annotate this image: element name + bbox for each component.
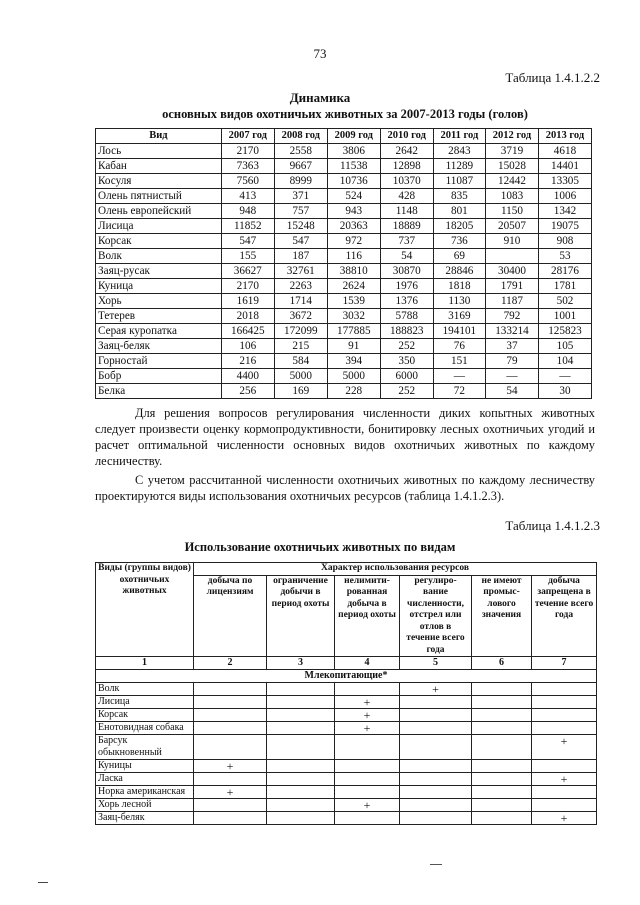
usage-mark — [267, 786, 335, 799]
count-cell: 15248 — [274, 219, 327, 234]
count-cell: 30 — [538, 384, 591, 399]
section-row — [96, 670, 597, 683]
table-row — [96, 799, 597, 812]
count-cell: 948 — [221, 204, 274, 219]
usage-mark — [267, 760, 335, 773]
usage-mark: + — [335, 696, 400, 709]
count-cell: 228 — [327, 384, 380, 399]
count-cell: 252 — [380, 384, 433, 399]
column-number: 5 — [400, 657, 472, 670]
count-cell: 3169 — [433, 309, 485, 324]
section-mammals: Млекопитающие* — [96, 670, 597, 683]
count-cell: 252 — [380, 339, 433, 354]
count-cell: 1376 — [380, 294, 433, 309]
column-number: 1 — [96, 657, 194, 670]
table-row — [96, 683, 597, 696]
count-cell: 54 — [380, 249, 433, 264]
usage-mark — [267, 799, 335, 812]
count-cell: 3719 — [485, 144, 538, 159]
usage-mark — [472, 786, 532, 799]
count-cell: 1006 — [538, 189, 591, 204]
usage-mark — [400, 773, 472, 786]
count-cell: 91 — [327, 339, 380, 354]
table-row — [96, 735, 597, 760]
column-header: 2009 год — [327, 129, 380, 144]
species-name: Енотовидная собака — [96, 722, 194, 735]
count-cell: 801 — [433, 204, 485, 219]
species-name: Лисица — [96, 219, 222, 234]
table-row — [96, 324, 592, 339]
count-cell: 2018 — [221, 309, 274, 324]
scan-mark — [38, 882, 48, 883]
count-cell: 1001 — [538, 309, 591, 324]
count-cell: 7560 — [221, 174, 274, 189]
count-cell: 151 — [433, 354, 485, 369]
column-number: 4 — [335, 657, 400, 670]
usage-mark — [472, 683, 532, 696]
column-header: Вид — [96, 129, 222, 144]
usage-column-header: регулиро-вание численности, отстрел или отлов в течение всего года — [400, 575, 472, 657]
count-cell: — — [485, 369, 538, 384]
count-cell: 547 — [274, 234, 327, 249]
table-row — [96, 812, 597, 825]
table-row — [96, 369, 592, 384]
usage-mark — [267, 722, 335, 735]
table-row — [96, 144, 592, 159]
species-name: Олень европейский — [96, 204, 222, 219]
count-cell: 1791 — [485, 279, 538, 294]
species-name: Волк — [96, 683, 194, 696]
paragraph-1: Для решения вопросов регулирования численности диких копытных животных следует произвести оценку кормопродуктивности, бонитировку лесных охотничьих угодий и расчет оптимальной численности основных видов охотничьих животных по каждому лесничеству. — [95, 406, 595, 468]
usage-mark — [400, 709, 472, 722]
species-name: Заяц-беляк — [96, 339, 222, 354]
usage-mark — [532, 760, 597, 773]
count-cell: 15028 — [485, 159, 538, 174]
count-cell: 8999 — [274, 174, 327, 189]
header-usage-group: Характер использования ресурсов — [194, 563, 597, 576]
usage-mark — [194, 709, 267, 722]
species-name: Кабан — [96, 159, 222, 174]
table-row — [96, 234, 592, 249]
dynamics-table — [95, 128, 592, 399]
count-cell: 3032 — [327, 309, 380, 324]
species-name: Куницы — [96, 760, 194, 773]
count-cell: 104 — [538, 354, 591, 369]
table-row — [96, 279, 592, 294]
usage-mark — [472, 773, 532, 786]
usage-mark — [472, 735, 532, 760]
table-row — [96, 384, 592, 399]
table-row — [96, 354, 592, 369]
species-name: Хорь лесной — [96, 799, 194, 812]
count-cell: 1150 — [485, 204, 538, 219]
count-cell: 188823 — [380, 324, 433, 339]
count-cell: 13305 — [538, 174, 591, 189]
usage-mark — [194, 812, 267, 825]
usage-mark — [472, 799, 532, 812]
count-cell: 20507 — [485, 219, 538, 234]
count-cell: 1083 — [485, 189, 538, 204]
usage-mark — [267, 812, 335, 825]
species-name: Лисица — [96, 696, 194, 709]
column-header: 2012 год — [485, 129, 538, 144]
paragraph-2: С учетом рассчитанной численности охотничьих животных по каждому лесничеству проектируются виды использования охотничьих ресурсов (таблица 1.4.1.2.3). — [95, 473, 595, 503]
count-cell: 37 — [485, 339, 538, 354]
count-cell: 1539 — [327, 294, 380, 309]
species-name: Корсак — [96, 709, 194, 722]
count-cell: 1130 — [433, 294, 485, 309]
usage-mark — [194, 722, 267, 735]
count-cell: 5788 — [380, 309, 433, 324]
usage-mark — [532, 683, 597, 696]
count-cell: 2170 — [221, 144, 274, 159]
column-header: 2010 год — [380, 129, 433, 144]
count-cell: 6000 — [380, 369, 433, 384]
usage-mark — [532, 696, 597, 709]
count-cell: 14401 — [538, 159, 591, 174]
count-cell: 106 — [221, 339, 274, 354]
usage-mark: + — [532, 812, 597, 825]
table-row — [96, 249, 592, 264]
species-name: Косуля — [96, 174, 222, 189]
count-cell: 36627 — [221, 264, 274, 279]
count-cell: 1781 — [538, 279, 591, 294]
count-cell: 5000 — [274, 369, 327, 384]
usage-mark — [400, 812, 472, 825]
count-cell: 12442 — [485, 174, 538, 189]
count-cell: 910 — [485, 234, 538, 249]
usage-mark: + — [194, 786, 267, 799]
usage-header-row — [96, 563, 597, 576]
count-cell: 172099 — [274, 324, 327, 339]
count-cell: 4618 — [538, 144, 591, 159]
count-cell: 54 — [485, 384, 538, 399]
usage-mark — [472, 760, 532, 773]
count-cell: 3806 — [327, 144, 380, 159]
count-cell: 125823 — [538, 324, 591, 339]
usage-mark — [335, 773, 400, 786]
column-number: 3 — [267, 657, 335, 670]
usage-table — [95, 562, 597, 825]
count-cell: — — [538, 369, 591, 384]
table-row — [96, 264, 592, 279]
usage-mark: + — [400, 683, 472, 696]
species-name: Белка — [96, 384, 222, 399]
usage-mark — [472, 812, 532, 825]
usage-mark: + — [532, 735, 597, 760]
count-cell: 757 — [274, 204, 327, 219]
count-cell: 2843 — [433, 144, 485, 159]
table-label-1: Таблица 1.4.1.2.2 — [505, 70, 600, 85]
count-cell: 72 — [433, 384, 485, 399]
count-cell — [485, 249, 538, 264]
usage-mark: + — [335, 722, 400, 735]
table-title-line1: Динамика — [289, 90, 351, 105]
column-number-row — [96, 657, 597, 670]
count-cell: 69 — [433, 249, 485, 264]
species-name: Заяц-беляк — [96, 812, 194, 825]
usage-mark — [400, 722, 472, 735]
count-cell: 7363 — [221, 159, 274, 174]
count-cell: 584 — [274, 354, 327, 369]
count-cell: 18205 — [433, 219, 485, 234]
count-cell: 547 — [221, 234, 274, 249]
count-cell: 1342 — [538, 204, 591, 219]
count-cell: 11852 — [221, 219, 274, 234]
table-row — [96, 709, 597, 722]
count-cell: 972 — [327, 234, 380, 249]
header-species: Виды (группы видов) охотничьих животных — [96, 563, 194, 657]
count-cell: 28846 — [433, 264, 485, 279]
usage-mark — [472, 696, 532, 709]
count-cell: 1619 — [221, 294, 274, 309]
usage-mark — [267, 683, 335, 696]
count-cell: 1818 — [433, 279, 485, 294]
species-name: Серая куропатка — [96, 324, 222, 339]
table-row — [96, 339, 592, 354]
count-cell: 20363 — [327, 219, 380, 234]
table-row — [96, 773, 597, 786]
usage-mark — [472, 709, 532, 722]
usage-mark — [335, 683, 400, 696]
species-name: Корсак — [96, 234, 222, 249]
usage-mark — [267, 709, 335, 722]
column-number: 6 — [472, 657, 532, 670]
count-cell: 105 — [538, 339, 591, 354]
count-cell: 215 — [274, 339, 327, 354]
usage-mark — [335, 786, 400, 799]
usage-mark: + — [335, 799, 400, 812]
column-header: 2011 год — [433, 129, 485, 144]
count-cell: 908 — [538, 234, 591, 249]
count-cell: 943 — [327, 204, 380, 219]
table-row — [96, 760, 597, 773]
table-row — [96, 174, 592, 189]
count-cell: 216 — [221, 354, 274, 369]
count-cell: 9667 — [274, 159, 327, 174]
count-cell: 10370 — [380, 174, 433, 189]
species-name: Бобр — [96, 369, 222, 384]
table-row — [96, 219, 592, 234]
count-cell: 76 — [433, 339, 485, 354]
count-cell: 835 — [433, 189, 485, 204]
count-cell: 11538 — [327, 159, 380, 174]
count-cell: 11289 — [433, 159, 485, 174]
count-cell: 1187 — [485, 294, 538, 309]
species-name: Куница — [96, 279, 222, 294]
count-cell: 394 — [327, 354, 380, 369]
count-cell: 2170 — [221, 279, 274, 294]
count-cell: 177885 — [327, 324, 380, 339]
table-row — [96, 159, 592, 174]
count-cell: 737 — [380, 234, 433, 249]
count-cell: 166425 — [221, 324, 274, 339]
count-cell: 169 — [274, 384, 327, 399]
count-cell: — — [433, 369, 485, 384]
count-cell: 187 — [274, 249, 327, 264]
count-cell: 133214 — [485, 324, 538, 339]
usage-mark — [267, 773, 335, 786]
count-cell: 11087 — [433, 174, 485, 189]
usage-mark — [194, 773, 267, 786]
count-cell: 5000 — [327, 369, 380, 384]
usage-mark — [335, 735, 400, 760]
usage-mark — [267, 735, 335, 760]
count-cell: 38810 — [327, 264, 380, 279]
column-number: 7 — [532, 657, 597, 670]
usage-mark — [194, 735, 267, 760]
count-cell: 792 — [485, 309, 538, 324]
usage-column-header: добыча по лицензиям — [194, 575, 267, 657]
count-cell: 502 — [538, 294, 591, 309]
scan-mark — [430, 864, 442, 865]
species-name: Олень пятнистый — [96, 189, 222, 204]
usage-mark — [194, 696, 267, 709]
count-cell: 2263 — [274, 279, 327, 294]
count-cell: 2642 — [380, 144, 433, 159]
species-name: Заяц-русак — [96, 264, 222, 279]
count-cell: 12898 — [380, 159, 433, 174]
usage-mark — [400, 735, 472, 760]
usage-mark — [532, 722, 597, 735]
column-header: 2013 год — [538, 129, 591, 144]
species-name: Лось — [96, 144, 222, 159]
species-name: Хорь — [96, 294, 222, 309]
usage-mark — [400, 799, 472, 812]
species-name: Горностай — [96, 354, 222, 369]
count-cell: 53 — [538, 249, 591, 264]
table-title-line2: основных видов охотничьих животных за 2007-2013 годы (голов) — [162, 107, 528, 121]
count-cell: 2624 — [327, 279, 380, 294]
usage-mark — [335, 812, 400, 825]
usage-mark: + — [335, 709, 400, 722]
count-cell: 19075 — [538, 219, 591, 234]
count-cell: 413 — [221, 189, 274, 204]
species-name: Норка американская — [96, 786, 194, 799]
usage-mark — [267, 696, 335, 709]
usage-column-header: не имеют промыс-лового значения — [472, 575, 532, 657]
usage-mark — [400, 786, 472, 799]
count-cell: 1976 — [380, 279, 433, 294]
usage-mark — [335, 760, 400, 773]
species-name: Волк — [96, 249, 222, 264]
table-row — [96, 696, 597, 709]
count-cell: 194101 — [433, 324, 485, 339]
body-text — [95, 405, 595, 504]
table-label-2: Таблица 1.4.1.2.3 — [505, 518, 600, 533]
count-cell: 350 — [380, 354, 433, 369]
species-name: Ласка — [96, 773, 194, 786]
species-name: Тетерев — [96, 309, 222, 324]
count-cell: 1714 — [274, 294, 327, 309]
count-cell: 30870 — [380, 264, 433, 279]
usage-mark: + — [194, 760, 267, 773]
count-cell: 1148 — [380, 204, 433, 219]
page-number: 73 — [313, 46, 327, 61]
column-number: 2 — [194, 657, 267, 670]
count-cell: 30400 — [485, 264, 538, 279]
usage-column-header: нелимити-рованная добыча в период охоты — [335, 575, 400, 657]
table-row — [96, 786, 597, 799]
table-header-row — [96, 129, 592, 144]
count-cell: 2558 — [274, 144, 327, 159]
table-row — [96, 189, 592, 204]
usage-column-header: добыча запрещена в течение всего года — [532, 575, 597, 657]
usage-mark — [472, 722, 532, 735]
count-cell: 10736 — [327, 174, 380, 189]
column-header: 2008 год — [274, 129, 327, 144]
usage-mark — [532, 709, 597, 722]
table-row — [96, 722, 597, 735]
count-cell: 524 — [327, 189, 380, 204]
column-header: 2007 год — [221, 129, 274, 144]
usage-mark — [532, 786, 597, 799]
count-cell: 3672 — [274, 309, 327, 324]
species-name: Барсук обыкновенный — [96, 735, 194, 760]
count-cell: 79 — [485, 354, 538, 369]
count-cell: 32761 — [274, 264, 327, 279]
count-cell: 28176 — [538, 264, 591, 279]
count-cell: 256 — [221, 384, 274, 399]
usage-mark — [194, 799, 267, 812]
table-row — [96, 309, 592, 324]
count-cell: 428 — [380, 189, 433, 204]
count-cell: 371 — [274, 189, 327, 204]
usage-column-header: ограничение добычи в период охоты — [267, 575, 335, 657]
count-cell: 155 — [221, 249, 274, 264]
count-cell: 18889 — [380, 219, 433, 234]
table-row — [96, 294, 592, 309]
count-cell: 4400 — [221, 369, 274, 384]
table-row — [96, 204, 592, 219]
table-title-2: Использование охотничьих животных по видам — [184, 540, 456, 554]
usage-mark — [400, 760, 472, 773]
usage-mark — [194, 683, 267, 696]
count-cell: 736 — [433, 234, 485, 249]
usage-mark — [532, 799, 597, 812]
count-cell: 116 — [327, 249, 380, 264]
usage-mark: + — [532, 773, 597, 786]
usage-mark — [400, 696, 472, 709]
